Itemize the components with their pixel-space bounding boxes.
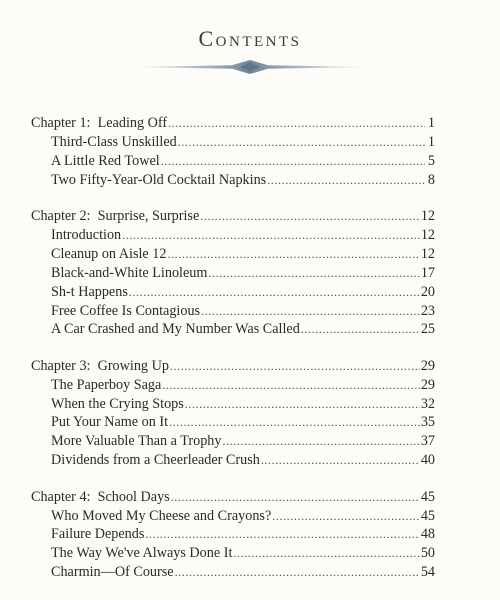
dot-leader <box>301 320 420 339</box>
dot-leader <box>122 226 420 245</box>
chapter-block <box>31 114 435 190</box>
section-entry-title: Third-Class Unskilled <box>51 133 177 150</box>
section-entry-page-number: 48 <box>420 526 435 543</box>
section-entry[interactable] <box>31 451 435 470</box>
section-entry[interactable] <box>31 152 435 171</box>
section-entry[interactable] <box>31 171 435 190</box>
section-entry-page-number: 1 <box>427 133 435 150</box>
dot-leader <box>178 133 425 152</box>
chapter-entry-page-number: 1 <box>427 115 435 131</box>
chapter-entry-title: Chapter 4: School Days <box>31 488 170 505</box>
section-entry-title: Introduction <box>51 226 122 243</box>
section-entry[interactable] <box>31 226 435 245</box>
chapter-block <box>31 207 435 339</box>
section-entry-page-number: 32 <box>420 395 435 412</box>
section-entry-title: Dividends from a Cheerleader Crush <box>51 452 260 469</box>
chapter-entry[interactable] <box>31 357 435 376</box>
dot-leader <box>233 544 419 563</box>
diamond-flourish-icon <box>132 60 368 74</box>
chapter-block <box>31 488 435 582</box>
section-entry[interactable] <box>31 376 435 395</box>
section-entry-page-number: 37 <box>420 433 435 450</box>
chapter-entry[interactable] <box>31 114 435 133</box>
dot-leader <box>267 171 425 190</box>
section-entry[interactable] <box>31 302 435 321</box>
section-entry-title: Two Fifty-Year-Old Cocktail Napkins <box>51 171 267 188</box>
dot-leader <box>171 488 420 507</box>
section-entry-title: Failure Depends <box>51 526 145 543</box>
chapter-entry-page-number: 45 <box>420 488 435 505</box>
section-entry-page-number: 5 <box>427 152 435 169</box>
section-entry-title: Who Moved My Cheese and Crayons? <box>51 507 272 524</box>
section-entry-page-number: 25 <box>420 321 435 338</box>
dot-leader <box>167 245 419 264</box>
dot-leader <box>169 413 420 432</box>
section-entry[interactable] <box>31 133 435 152</box>
section-entry[interactable] <box>31 283 435 302</box>
section-entry-title: A Car Crashed and My Number Was Called <box>51 321 300 338</box>
dot-leader <box>272 507 420 526</box>
dot-leader <box>161 152 425 171</box>
chapter-block <box>31 357 435 470</box>
dot-leader <box>145 525 419 544</box>
section-entry-page-number: 23 <box>420 302 435 319</box>
section-entry-title: The Paperboy Saga <box>51 376 162 393</box>
section-entry-title: More Valuable Than a Trophy <box>51 433 222 450</box>
section-entry-title: Sh-t Happens <box>51 283 128 300</box>
section-entry[interactable] <box>31 264 435 283</box>
section-entry-page-number: 12 <box>420 226 435 243</box>
dot-leader <box>261 451 420 470</box>
chapter-entry-title: Chapter 1: Leading Off <box>31 115 168 131</box>
page-title: Contents <box>198 26 302 51</box>
section-entry-title: When the Crying Stops <box>51 395 184 412</box>
dot-leader <box>168 114 425 133</box>
chapter-entry[interactable] <box>31 488 435 507</box>
section-entry-title: Cleanup on Aisle 12 <box>51 245 167 262</box>
section-entry-page-number: 8 <box>427 171 435 188</box>
section-entry-page-number: 45 <box>420 507 435 524</box>
section-entry[interactable] <box>31 395 435 414</box>
section-entry-title: Free Coffee Is Contagious <box>51 302 201 319</box>
chapter-entry-page-number: 29 <box>420 357 435 374</box>
section-entry-page-number: 17 <box>420 264 435 281</box>
table-of-contents <box>31 114 435 600</box>
section-entry-page-number: 12 <box>420 245 435 262</box>
section-entry[interactable] <box>31 320 435 339</box>
section-entry-page-number: 40 <box>420 452 435 469</box>
dot-leader <box>162 376 419 395</box>
section-entry-page-number: 50 <box>420 545 435 562</box>
section-entry[interactable] <box>31 544 435 563</box>
section-entry-title: Black-and-White Linoleum <box>51 264 208 281</box>
dot-leader <box>185 395 420 414</box>
section-entry-title: The Way We've Always Done It <box>51 545 233 562</box>
dot-leader <box>208 264 419 283</box>
section-entry[interactable] <box>31 432 435 451</box>
section-entry[interactable] <box>31 563 435 582</box>
dot-leader <box>201 302 420 321</box>
dot-leader <box>129 283 420 302</box>
section-entry[interactable] <box>31 245 435 264</box>
chapter-entry-title: Chapter 2: Surprise, Surprise <box>31 208 200 225</box>
chapter-entry-page-number: 12 <box>420 208 435 225</box>
dot-leader <box>223 432 420 451</box>
chapter-entry[interactable] <box>31 207 435 226</box>
section-entry-page-number: 20 <box>420 283 435 300</box>
chapter-entry-title: Chapter 3: Growing Up <box>31 357 169 374</box>
section-entry-title: A Little Red Towel <box>51 152 160 169</box>
section-entry[interactable] <box>31 507 435 526</box>
section-entry-page-number: 35 <box>420 414 435 431</box>
section-entry-title: Put Your Name on It <box>51 414 169 431</box>
section-entry[interactable] <box>31 413 435 432</box>
section-entry-page-number: 29 <box>420 376 435 393</box>
dot-leader <box>170 357 420 376</box>
dot-leader <box>175 563 420 582</box>
section-entry-page-number: 54 <box>420 564 435 581</box>
section-entry-title: Charmin—Of Course <box>51 564 174 581</box>
section-entry[interactable] <box>31 525 435 544</box>
dot-leader <box>200 207 420 226</box>
